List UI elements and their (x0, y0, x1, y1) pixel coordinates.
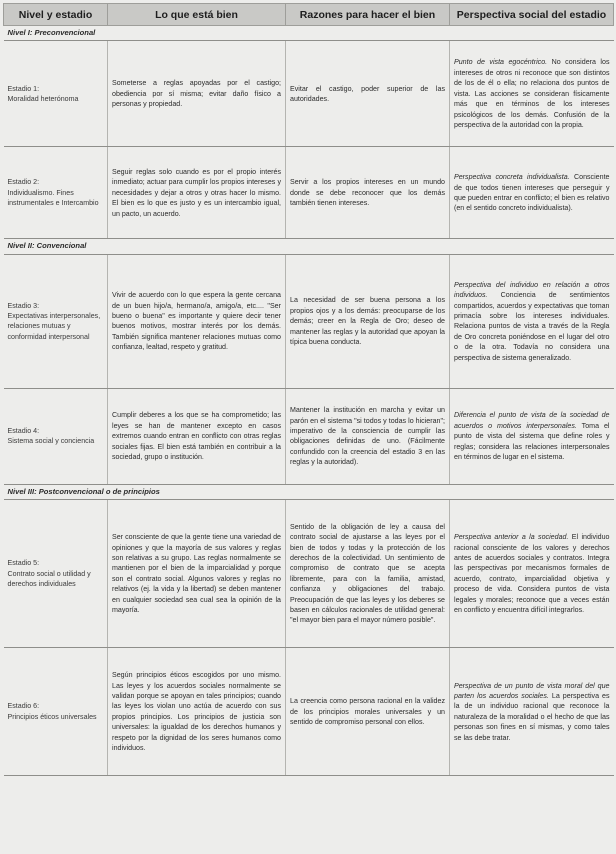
reasons-cell: Evitar el castigo, poder superior de las autoridades. (286, 41, 450, 147)
what-is-right-cell: Seguir reglas solo cuando es por el propio interés inmediato; actuar para cumplir los propios intereses y necesidades y dejar a otros y otras hacer lo mismo. El bien es lo que es justo y es un intercambio igual, un pacto, un acuerdo. (108, 147, 286, 239)
stage-name: Estadio 4: Sistema social y conciencia (4, 388, 108, 484)
what-is-right-cell: Someterse a reglas apoyadas por el castigo; obediencia por sí misma; evitar daño físico a personas y propiedad. (108, 41, 286, 147)
reasons-cell: Mantener la institución en marcha y evitar un parón en el sistema "si todos y todas lo hicieran"; imperativo de la consciencia de cumplir las obligaciones definidas de uno. (Fácilmente confundido con la creencia del estadio 3 en las reglas y la autoridad). (286, 388, 450, 484)
perspective-cell: Perspectiva anterior a la sociedad. El individuo racional consciente de los valores y derechos antes de acuerdos sociales y contratos. Integra las perspectivas por mecanismos formales de acuerdo, contrato, imparcialidad objetiva y proceso de vida. Considera puntos de vista legales y morales; reconoce que a veces están en conflicto y encuentra difícil integrarlos. (450, 500, 614, 648)
level-row (4, 239, 614, 254)
perspective-cell: Perspectiva concreta individualista. Consciente de que todos tienen intereses que perseguir y que pueden entrar en conflicto; el bien es relativo (en el sentido concreto individualista). (450, 147, 614, 239)
what-is-right-cell: Cumplir deberes a los que se ha comprometido; las leyes se han de mantener excepto en casos extremos cuando entran en conflicto con otras reglas sociales fijas. El bien está también en contribuir a la sociedad, grupo o institución. (108, 388, 286, 484)
what-is-right-cell: Según principios éticos escogidos por uno mismo. Las leyes y los acuerdos sociales normalmente se validan porque se apoyan en tales principios; cuando las leyes los violan uno actúa de acuerdo con sus propios principios. Los principios de justicia son universales: la igualdad de los derechos humanos y respeto por la dignidad de los seres humanos como individuos. (108, 648, 286, 776)
level-row (4, 484, 614, 499)
level-title: Nivel III: Postconvencional o de principios (4, 484, 614, 499)
stage-row (4, 41, 614, 147)
header-what-is-right: Lo que está bien (108, 4, 286, 26)
level-row (4, 26, 614, 41)
perspective-cell: Perspectiva del individuo en relación a otros individuos. Conciencia de sentimientos compartidos, acuerdos y expectativas que toman primacía sobre los intereses individuales. Relaciona puntos de vista a través de la Regla de Oro concreta poniéndose en el lugar del otro o de la otra. Todavía no considera una perspectiva de sistema generalizado. (450, 254, 614, 388)
kohlberg-stages-table (3, 3, 614, 776)
header-level-stage: Nivel y estadio (4, 4, 108, 26)
level-title: Nivel II: Convencional (4, 239, 614, 254)
header-row (4, 4, 614, 26)
perspective-cell: Perspectiva de un punto de vista moral del que parten los acuerdos sociales. La perspectiva es la de un individuo racional que reconoce la naturaleza de la moralidad o el hecho de que las personas son fines en sí mismas, y como tales se las debe tratar. (450, 648, 614, 776)
what-is-right-cell: Ser consciente de que la gente tiene una variedad de opiniones y que la mayoría de sus valores y reglas son relativas a su grupo. Las reglas normalmente se mantienen por el bien de la imparcialidad y porque son el contrato social. Algunos valores y reglas no relativos (ej. la vida y la libertad) se deben mantener en cualquier sociedad sea cual sea la opinión de la mayoría. (108, 500, 286, 648)
header-reasons: Razones para hacer el bien (286, 4, 450, 26)
reasons-cell: Sentido de la obligación de ley a causa del contrato social de ajustarse a las leyes por el bien de todos y todas y la protección de los derechos de la colectividad. Un sentimiento de compromiso de contrato que se acepta libremente, para con la familia, amistad, confianza y obligaciones del trabajo. Preocupación de que las leyes y los deberes se basen en cálculos racionales de utilidad general: "el mayor bien para el mayor número posible". (286, 500, 450, 648)
stage-row (4, 254, 614, 388)
reasons-cell: La necesidad de ser buena persona a los propios ojos y a los demás: preocuparse de los demás; creer en la Regla de Oro; deseo de mantener las reglas y la autoridad que apoyan la típica buena conducta. (286, 254, 450, 388)
stage-name: Estadio 1: Moralidad heterónoma (4, 41, 108, 147)
level-title: Nivel I: Preconvencional (4, 26, 614, 41)
header-social-perspective: Perspectiva social del estadio (450, 4, 614, 26)
perspective-cell: Diferencia el punto de vista de la sociedad de acuerdos o motivos interpersonales. Toma el punto de vista del sistema que define roles y reglas; considera las relaciones interpersonales en términos de lugar en el sistema. (450, 388, 614, 484)
stage-name: Estadio 3: Expectativas interpersonales, relaciones mutuas y conformidad interpersonal (4, 254, 108, 388)
stage-row (4, 500, 614, 648)
stage-name: Estadio 2: Individualismo. Fines instrumentales e Intercambio (4, 147, 108, 239)
stage-row (4, 388, 614, 484)
what-is-right-cell: Vivir de acuerdo con lo que espera la gente cercana de un buen hijo/a, hermano/a, amigo/a, etc.... "Ser bueno o buena" es importante y quiere decir tener buenos motivos, mostrar interés por los demás. También significa mantener relaciones mutuas como confianza, lealtad, respeto y gratitud. (108, 254, 286, 388)
stage-row (4, 147, 614, 239)
reasons-cell: Servir a los propios intereses en un mundo donde se debe reconocer que los demás también tienen intereses. (286, 147, 450, 239)
perspective-cell: Punto de vista egocéntrico. No considera los intereses de otros ni reconoce que son distintos de los de él o ella; no relaciona dos puntos de vista. Las acciones se consideran físicamente más que en términos de los intereses psicológicos de los demás. Confusión de la perspectiva de la autoridad con la propia. (450, 41, 614, 147)
reasons-cell: La creencia como persona racional en la validez de los principios morales universales y un sentido de compromiso personal con ellos. (286, 648, 450, 776)
stage-row (4, 648, 614, 776)
stage-name: Estadio 6: Principios éticos universales (4, 648, 108, 776)
stage-name: Estadio 5: Contrato social o utilidad y derechos individuales (4, 500, 108, 648)
